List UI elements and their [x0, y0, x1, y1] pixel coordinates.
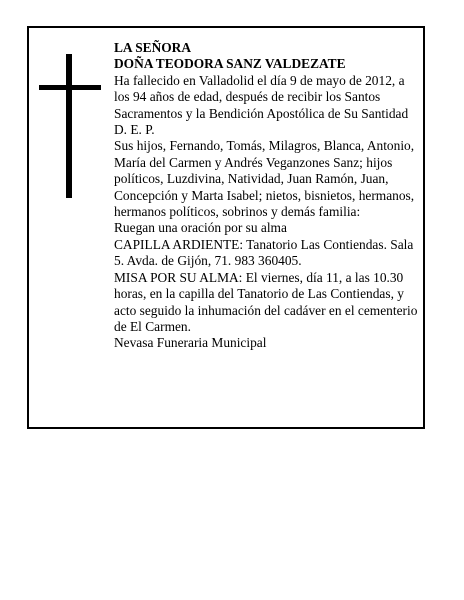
notice-title: LA SEÑORA	[114, 40, 192, 55]
obituary-notice	[27, 26, 425, 429]
cross-vertical-bar	[66, 54, 72, 198]
rip-abbreviation: D. E. P.	[114, 122, 155, 138]
mass-info: MISA POR SU ALMA: El viernes, día 11, a las 10.30 horas, en la capilla del Tanatorio de Las Contiendas, y acto seguido la inhumación del cadáver en el cementerio de El Carmen.	[114, 269, 418, 334]
chapel-info: CAPILLA ARDIENTE: Tanatorio Las Contiendas. Sala 5. Avda. de Gijón, 71. 983 360405.	[114, 236, 414, 269]
deceased-name: DOÑA TEODORA SANZ VALDEZATE	[114, 56, 346, 72]
funeral-home: Nevasa Funeraria Municipal	[114, 335, 267, 351]
cross-horizontal-bar	[39, 85, 101, 90]
family-list: Sus hijos, Fernando, Tomás, Milagros, Blanca, Antonio, María del Carmen y Andrés Veganzones Sanz; hijos políticos, Luzdivina, Natividad, Juan Ramón, Juan, Concepción y Marta Isabel; nietos, bisnietos, hermanos, hermanos políticos, sobrinos y demás familia:	[114, 138, 415, 220]
prayer-request: Ruegan una oración por su alma	[114, 220, 287, 236]
notice-text	[114, 40, 419, 352]
death-announcement: Ha fallecido en Valladolid el día 9 de mayo de 2012, a los 94 años de edad, después de recibir los Santos Sacramentos y la Bendición Apostólica de Su Santidad	[114, 72, 409, 121]
cross-icon	[39, 54, 101, 198]
